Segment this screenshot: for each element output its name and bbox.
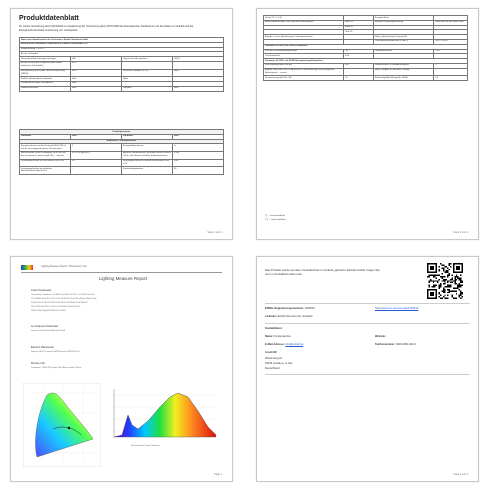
table-cell: Parameter für LED- und OLED-Netzspannungslichtquellen: [264, 59, 468, 64]
website-row: [375, 335, 386, 338]
table-row: [264, 68, 468, 76]
table-cell: 470 in Ku gel(360°): [71, 151, 122, 159]
eprel-link[interactable]: [375, 307, 418, 310]
table-cell: Leistungsaufnahme im Bereitschaftszustand (Psb) in W: [122, 159, 173, 167]
table-cell: 0,98: [343, 54, 373, 59]
contact-label: Kontaktdaten:: [265, 327, 283, 330]
table-cell: 4,9: [71, 159, 122, 167]
table-cell: Nein: [71, 77, 122, 82]
table-cell: Nein: [173, 69, 224, 77]
table-cell: Wert: [173, 134, 224, 139]
table-cell: Parameter: [122, 134, 173, 139]
table-cell: Produktparameter: [20, 130, 224, 135]
table-cell: [122, 61, 173, 69]
table-cell: -: [343, 68, 373, 76]
qr-code-icon[interactable]: [427, 263, 463, 299]
table-cell: 5: [71, 144, 122, 152]
table-cell: Ungerichtet oder gerichtet:: [122, 57, 173, 62]
table-cell: 1,00: [434, 49, 468, 54]
name-row: [265, 335, 291, 338]
page-1-subtitle: für solche Verordnung (EU) 2019/2015 zur Ergänzung der Verordnung (EU) 2017/1369 des Europäischen Parlaments und des Rates im Hinblick auf die Energieverbrauchskennzeichnung von Lichtquellen: [19, 25, 194, 32]
table-cell: Äußere Abmessungen ohne separates Betriebsgerät: [264, 20, 344, 25]
product-info-table: [19, 37, 224, 92]
table-cell: Nein: [71, 86, 122, 91]
table-cell: 5: [434, 63, 468, 68]
table-cell: Farbwiedergabeindex: [122, 167, 173, 175]
product-parameter-table: [19, 129, 224, 175]
table-cell: Leistungsaufnahme im Ein-Zustand (Pon) in W: [20, 159, 71, 167]
eprel-row: [265, 307, 315, 310]
supplier-value: Einhell Germany AG, Ansbach: [277, 315, 313, 318]
table-cell: -: [434, 35, 468, 40]
page-1-thumbnail[interactable]: [10, 8, 233, 240]
table-cell: MLS: [71, 69, 122, 77]
table-cell: Hülle:: [122, 77, 173, 82]
section-divider: [265, 323, 470, 324]
supplier-row: [265, 315, 312, 318]
spectral-power-distribution-chart: [108, 385, 220, 443]
phone-row: [375, 343, 416, 346]
table-cell: Lebensdauerfaktor: [373, 49, 434, 54]
address-line: Wiesenweg 22: [265, 357, 283, 360]
table-cell: 0,4: [434, 76, 468, 81]
report-title: Lighting Measure Report: [99, 276, 148, 281]
electric-parameter-heading: Electric Parameter: [31, 345, 55, 349]
device-line: Photometer: OHSP-350 Range: 380-780nm Integral: 100ms: [31, 367, 82, 369]
table-cell: -: [343, 35, 373, 40]
color-line: CCT=3000K Ratio R=17.0% G=79.4% B=3.6% Peak WL=602nm HW=27.4nm: [31, 298, 97, 300]
parameter-table-continued: [263, 15, 468, 81]
table-cell: Vernetzte Lichtquelle (CLS):: [122, 69, 173, 77]
table-cell: Falls ja, gleichwertige Leistung (W): [373, 35, 434, 40]
table-row: [20, 167, 224, 175]
table-cell: Anschrift des Lieferanten: Landstrasse 4, Einhell, Deutschland 1.10: [20, 42, 224, 47]
table-cell: Breite 35: [343, 25, 373, 30]
name-value: Kundenservice: [273, 335, 291, 338]
footnote-1: (*) '-': nicht zutreffend: [265, 215, 285, 217]
intro-text: Das Produkt wurde auf dem Umweltschutz in Verkehr gebracht. Einhell GmbH, fragen Sie uns im Kontaktformular unter: [265, 268, 380, 276]
phone-value: 0049-9951-942-0: [395, 343, 416, 346]
table-cell: Nutzlichtstrom (Φuse) mit Angabe, ob er sich auf den Lichtstrom in einem Kegel (90°) ... bezieht: [20, 151, 71, 159]
footnote-2: (**) '-': nicht zutreffend: [265, 219, 286, 221]
table-cell: Angabe, dass eine LED-Lichtquelle eine Leuchtstofflampe ohne integriertes Betriebsgerät ... ersetzt: [264, 68, 344, 76]
table-cell: Blendschutzschild:: [20, 86, 71, 91]
table-cell: Leistungsaufnahme im vernetzten Bereitschaftszustand (Pnet): [20, 167, 71, 175]
table-row: [20, 159, 224, 167]
table-row: [20, 86, 224, 91]
page-4-number: Seite 2 von 2: [453, 473, 468, 476]
page-1-number: Seite 1 von 2: [207, 231, 222, 234]
table-cell: E14: [71, 61, 122, 69]
header-divider: [21, 272, 222, 273]
table-row: [20, 69, 224, 77]
table-row: [20, 61, 224, 69]
table-cell: LED: [71, 57, 122, 62]
table-cell: Nein: [173, 86, 224, 91]
name-label: Name:: [265, 335, 273, 338]
color-line: R9=-10 R10=67 R11=77 R12=57 R13=81 R14=96 R15=72: [31, 306, 81, 308]
table-cell: Parameter für LED- und OLED-Lichtquellen: [264, 44, 468, 49]
table-cell: 80: [173, 167, 224, 175]
page-4-thumbnail[interactable]: [256, 256, 479, 482]
address-line: Deutschland: [265, 367, 280, 370]
table-cell: 1,0: [343, 76, 373, 81]
section-divider: [265, 303, 470, 304]
table-cell: Siehe Bild auf der letzten Seite: [434, 20, 468, 25]
email-label: E-Mail-Adresse:: [265, 343, 285, 346]
table-cell: Flimmermessgröße (Pst LM): [264, 76, 344, 81]
device-info-heading: Device Info: [31, 361, 45, 365]
table-cell: Farblich abstimmbare Lichtquelle:: [20, 77, 71, 82]
section-divider: [265, 374, 470, 375]
table-cell: Farbkonsistenz in MacAdam-Ellipsen: [373, 63, 434, 68]
table-cell: -10: [343, 49, 373, 54]
table-cell: Energieverbrauch im Ein-Zustand (kWh/1 000 h), auf die nächstliegende ganze Zahl gerundet: [20, 144, 71, 152]
table-cell: Dimmbar:: [122, 86, 173, 91]
table-cell: Lichtstromerhalt: [264, 54, 344, 59]
table-cell: Modellkennung: 1.052.12: [20, 47, 224, 52]
table-cell: 0,50: [343, 63, 373, 68]
chromaticity-point: [68, 427, 70, 429]
table-cell: G: [173, 144, 224, 152]
cie-chromaticity-diagram: [23, 383, 101, 467]
contact-heading: [265, 327, 282, 330]
spectrum-caption: Relative Spectral Power Distribution: [131, 445, 160, 447]
supplier-label: Lieferant:: [265, 315, 277, 318]
page-1-title: Produktdatenblatt: [19, 15, 79, 22]
table-cell: Wert des R9-Farbwiedergabeindex: [264, 49, 344, 54]
luminance-line: Luminous Flux=470 lm Efficacy=96 lm/W: [31, 330, 66, 332]
report-header: Lighting Measure Report / Photometric Test: [41, 265, 87, 268]
table-cell: Ähnliche Farbtemperatur, gerundet auf die nächsten 100 K, oder Bereich ähnlicher Farbtemperaturen: [123, 152, 171, 158]
email-row: [265, 343, 303, 346]
table-cell: Verschiebungsfaktor (cos φ1): [264, 63, 344, 68]
lab-logo: [21, 265, 33, 270]
table-cell: Art der Lichtquelle:: [20, 52, 224, 57]
page-3-number: Page 1: [214, 473, 222, 476]
eprel-label: EPREL-Registrierungsnummer:: [265, 307, 304, 310]
color-line: Ra=80.6 R1=79 R2=87 R3=93 R4=78 R5=79 R6=82 R7=83 R8=62: [31, 302, 88, 304]
page-3-thumbnail[interactable]: [10, 256, 233, 482]
table-cell: Netzspannung (MLS) oder Nicht-Netzspannung (NMLS):: [20, 69, 71, 77]
table-cell: Lichtquelle mit hoher Leuchtdichte:: [20, 81, 71, 86]
page-2-number: Seite 2 von 2: [453, 231, 468, 234]
table-cell: Spektrale Strahlungsverteilung: [373, 20, 434, 25]
table-cell: Wert: [71, 134, 122, 139]
table-cell: Parameter: [20, 134, 71, 139]
table-cell: Verwendete Beleuchtungstechnologie:: [20, 57, 71, 62]
table-row: [264, 76, 468, 81]
email-link[interactable]: info@einhell.de: [285, 343, 304, 346]
table-row: [20, 144, 224, 152]
table-row: [20, 151, 224, 159]
table-cell: Sonstige Werte: [373, 16, 434, 21]
table-cell: Ra bei 25 °C in W: [264, 16, 344, 21]
table-cell: Chromatizitätskoordinaten (x und y): [373, 39, 434, 44]
color-line: Chromaticity Coordinate: x=0.4393 y=0.4035 u'=0.2512 v'=0.5191 Duv=0.00: [31, 294, 95, 296]
phone-label: Telefonnummer:: [375, 343, 396, 346]
eprel-link-text[interactable]: https://eprel.ec.europa.eu/qr/1233510: [375, 307, 419, 310]
electric-line: Voltage=230.0V Current=0.0397A Power=4.90W PF=0.50: [31, 351, 80, 353]
eprel-value: 1233510: [304, 307, 315, 310]
color-line: TM-30: Rf=82 Rg=95 SDCM=4.3 (2700K): [31, 310, 66, 312]
table-cell: Art des Sockels der Lichtquelle (oder andere elektrische Schnittstelle): [20, 61, 71, 69]
luminance-parameter-heading: Luminance Parameter: [31, 324, 59, 328]
table-cell: UGLS: [173, 57, 224, 62]
table-cell: [173, 61, 224, 69]
table-cell: Tiefe 35: [343, 30, 373, 35]
page-2-thumbnail[interactable]: [256, 8, 479, 240]
address-heading: [265, 351, 277, 354]
color-parameter-heading: Color Parameter: [31, 288, 52, 292]
table-cell: -: [71, 167, 122, 175]
table-cell: 0,315 / 0,326: [434, 39, 468, 44]
address-label: Anschrift:: [265, 351, 278, 354]
table-cell: -: [434, 68, 468, 76]
table-cell: Falls ja, Angabe zu ersetzter Leistung: [373, 68, 434, 76]
table-cell: Allgemeine Produktparameter: [20, 139, 224, 144]
address-line: 94405 Landau a. d. Isar: [265, 362, 293, 365]
table-cell: Stroboskopeffekt-Messgröße (SVM): [373, 76, 434, 81]
table-cell: Nein: [71, 81, 122, 86]
website-label: Website:: [375, 335, 386, 338]
table-cell: Name oder Handelsmarke des Lieferanten: Einhell / Ansbach GmbH: [20, 38, 224, 43]
table-cell: Höhe 98: [343, 20, 373, 25]
table-cell: Energieeffizienzklasse: [122, 144, 173, 152]
table-cell: Angabe zu einer gleichwertigen Leistungsaufnahme: [264, 35, 344, 40]
table-cell: 3 000: [173, 151, 224, 159]
table-cell: 0,00: [173, 159, 224, 167]
